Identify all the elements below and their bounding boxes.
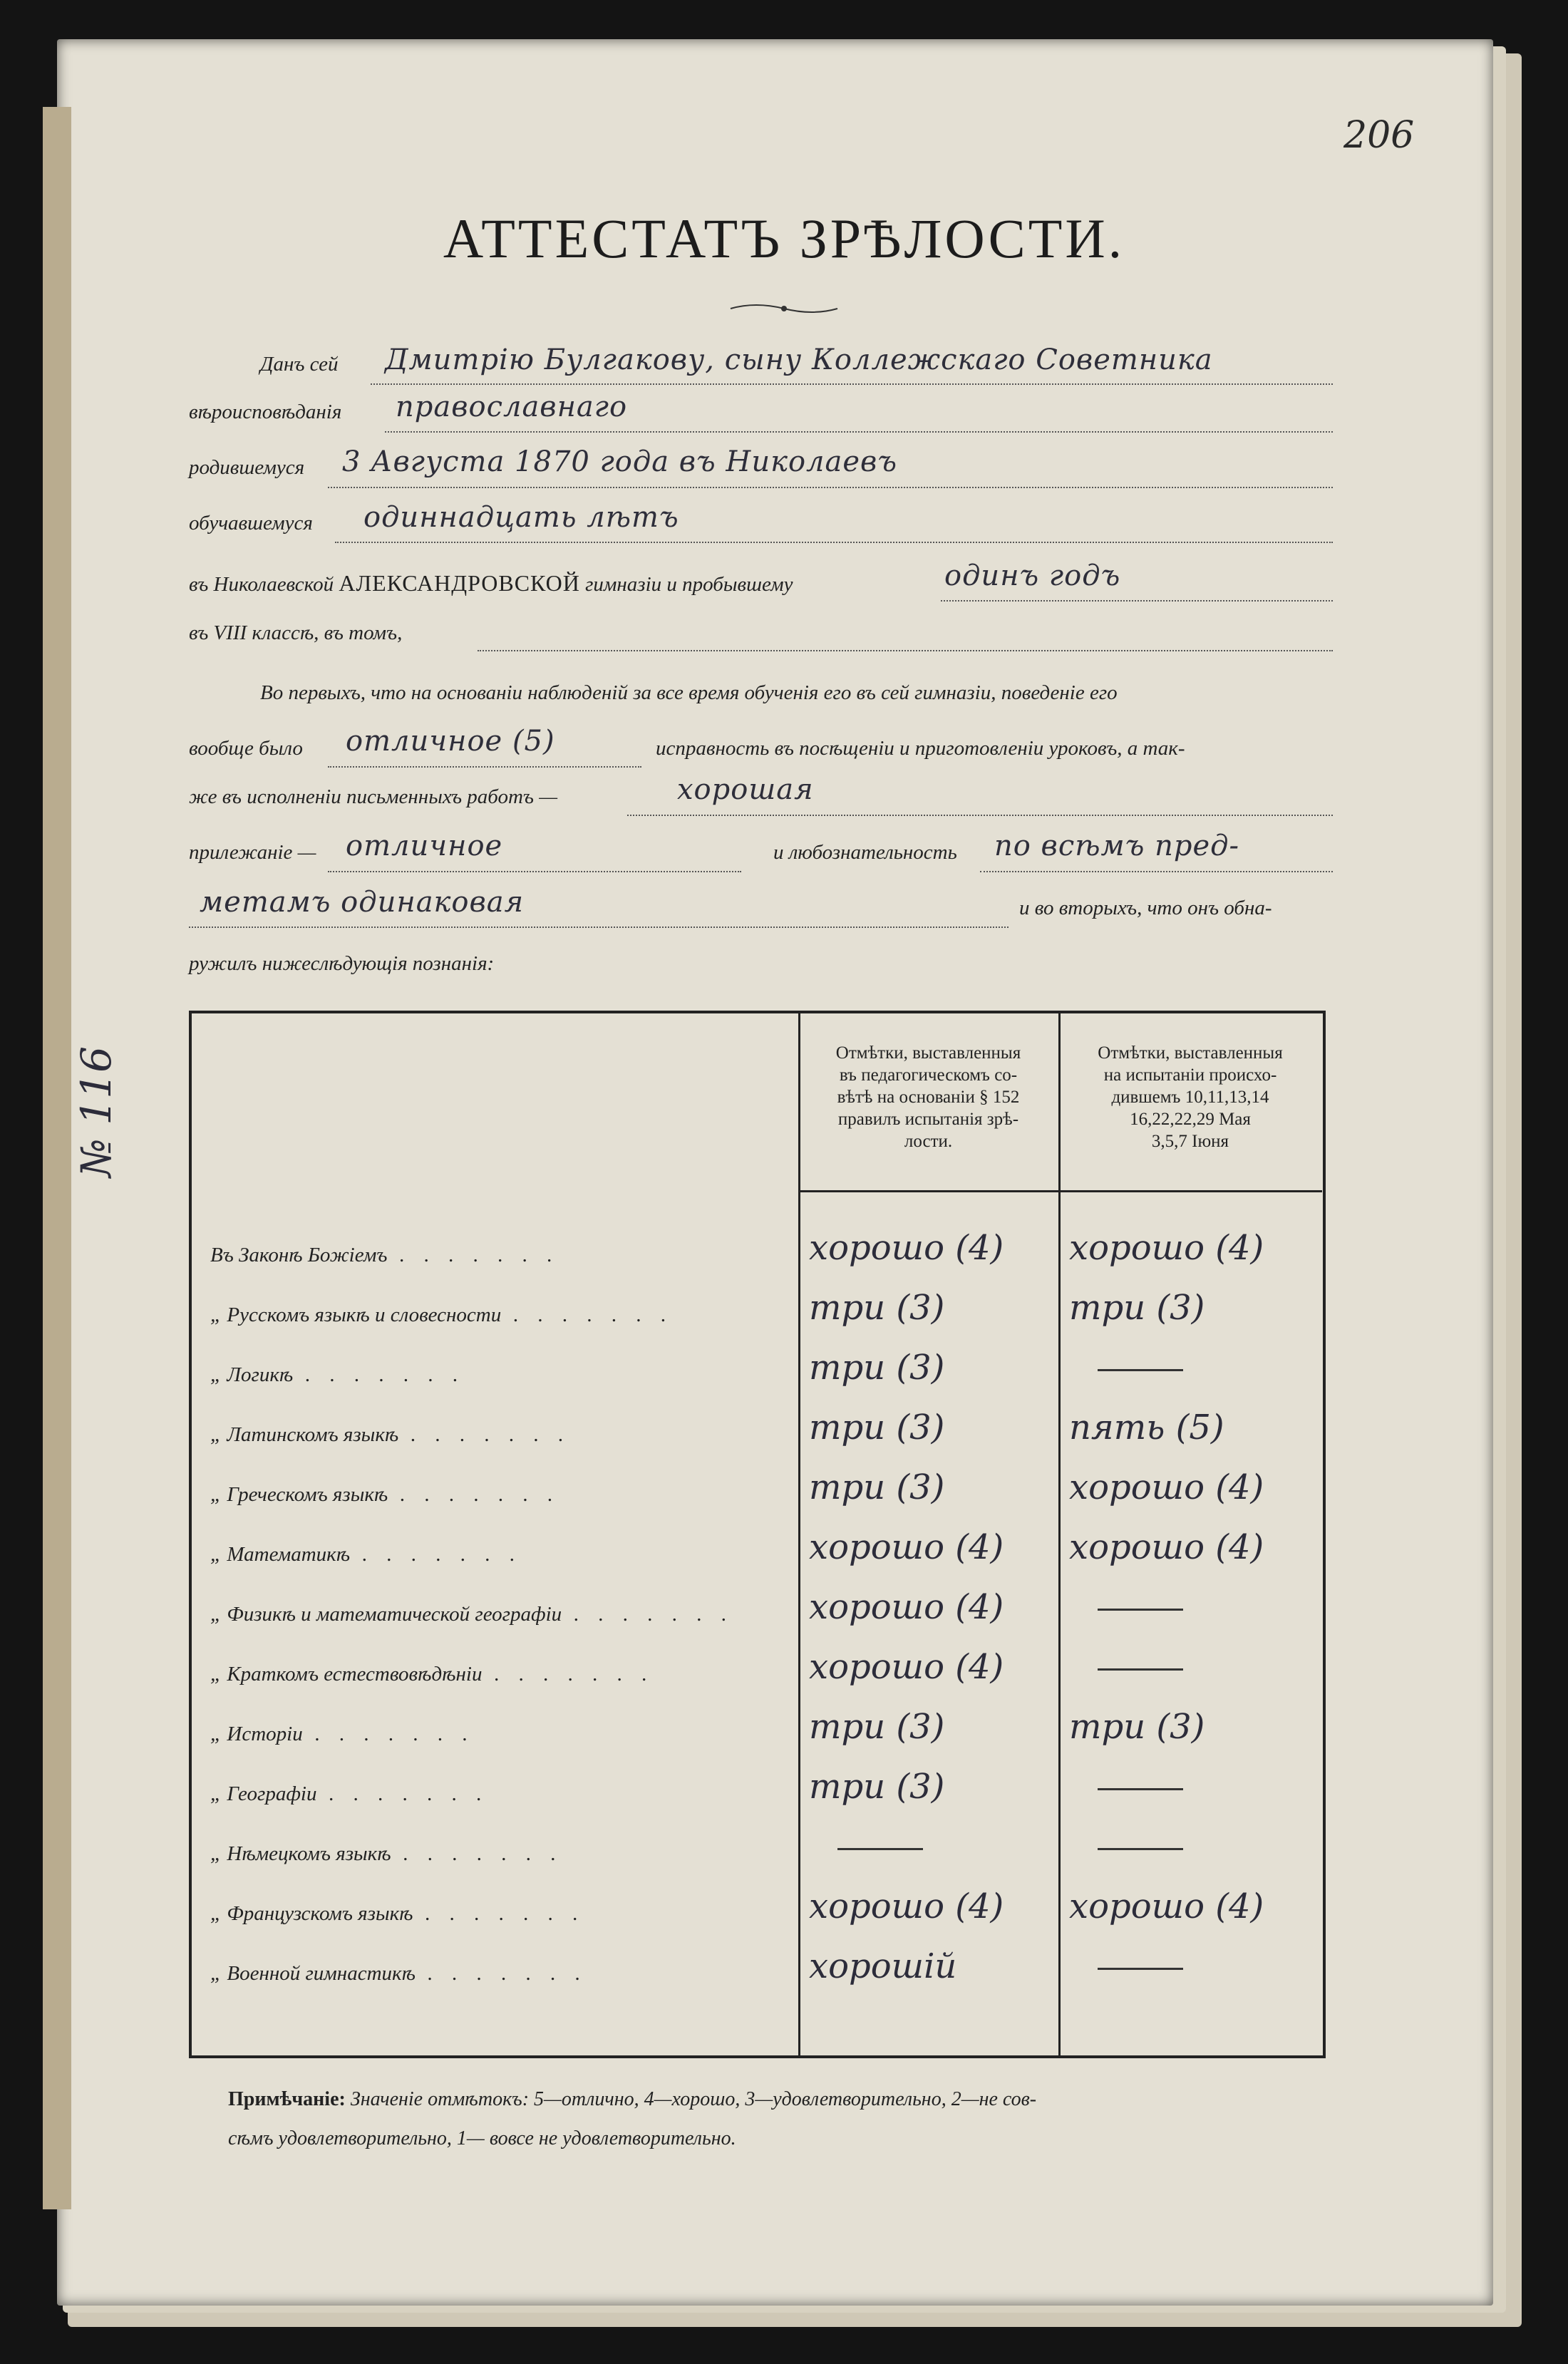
empty-mark-dash [1098, 1848, 1183, 1850]
form-paragraph-1: Во первыхъ, что на основаніи наблюденій за все время обученія его въ сей гимназіи, поведеніе его [260, 681, 1118, 704]
form-value-diligence: отличное [346, 830, 503, 862]
form-label-school-c: гимназіи и пробывшему [585, 573, 793, 596]
table-row-subject [210, 1723, 475, 1746]
column-header-line: Отмѣтки, выставленныя [835, 1043, 1021, 1063]
page-title: АТТЕСТАТЪ ЗРѢЛОСТИ. [443, 207, 1125, 269]
ornament-icon [727, 298, 841, 319]
form-label-born: родившемуся [189, 456, 305, 479]
subject-label: „ Французскомъ языкѣ [210, 1902, 413, 1925]
table-header-divider [798, 1190, 1322, 1192]
council-mark: хорошо (4) [809, 1587, 1004, 1627]
council-mark: хорошо (4) [809, 1886, 1004, 1926]
page-number: 206 [1343, 114, 1415, 157]
column-header-line: Отмѣтки, выставленныя [1098, 1043, 1283, 1063]
exam-mark: хорошо (4) [1069, 1467, 1264, 1507]
form-label-diligence: прилежаніе — [189, 841, 316, 864]
leader-dots: . . . . . . . [350, 1543, 522, 1566]
form-label-given: Данъ сей [260, 353, 339, 376]
form-label-studied: обучавшемуся [189, 512, 313, 535]
leader-dots: . . . . . . . [316, 1782, 489, 1805]
subject-label: „ Математикѣ [210, 1543, 351, 1566]
subject-label: „ Физикѣ и математической географіи [210, 1603, 562, 1626]
leader-dots: . . . . . . . [415, 1962, 588, 1985]
council-mark: хорошо (4) [809, 1527, 1004, 1567]
table-row-subject [210, 1962, 587, 1986]
council-mark: хорошій [809, 1946, 957, 1986]
leader-dots: . . . . . . . [302, 1723, 475, 1745]
subject-label: „ Греческомъ языкѣ [210, 1483, 388, 1506]
council-mark: три (3) [809, 1707, 945, 1747]
subject-label: „ Географіи [210, 1782, 317, 1805]
form-value-curiosity: по всѣмъ пред- [994, 830, 1239, 862]
council-mark: три (3) [809, 1348, 945, 1388]
leader-dots: . . . . . . . [388, 1483, 560, 1506]
table-row-subject [210, 1663, 654, 1686]
empty-mark-dash [1098, 1668, 1183, 1671]
subject-label: „ Военной гимнастикѣ [210, 1962, 416, 1985]
form-label-secondly: и во вторыхъ, что онъ обна- [1019, 897, 1272, 919]
table-column-divider [1058, 1011, 1061, 2055]
column-header-line: дившемъ 10,11,13,14 [1111, 1088, 1269, 1107]
subject-label: „ Нѣмецкомъ языкѣ [210, 1842, 391, 1865]
exam-mark: хорошо (4) [1069, 1228, 1264, 1268]
exam-mark: три (3) [1069, 1288, 1205, 1328]
form-value-subjects: метамъ одинаковая [200, 886, 525, 919]
table-row-subject [210, 1603, 734, 1626]
form-label-attendance: исправность въ посѣщеніи и приготовленіи уроковъ, а так- [656, 737, 1185, 760]
form-line [328, 766, 641, 768]
table-row-subject [210, 1483, 560, 1507]
column-header-line: на испытаніи происхо- [1103, 1065, 1277, 1085]
form-line [335, 542, 1333, 543]
form-line [328, 871, 741, 872]
table-row-subject [210, 1304, 674, 1327]
table-row-subject [210, 1543, 522, 1566]
empty-mark-dash [837, 1848, 923, 1850]
leader-dots: . . . . . . . [501, 1304, 674, 1326]
form-line [385, 431, 1333, 433]
exam-mark: хорошо (4) [1069, 1527, 1264, 1567]
table-row-subject [210, 1842, 563, 1866]
leader-dots: . . . . . . . [413, 1902, 586, 1925]
leader-dots: . . . . . . . [387, 1244, 559, 1266]
note-label: Примѣчаніе: [228, 2088, 346, 2110]
subject-label: „ Краткомъ естествовѣдѣніи [210, 1663, 483, 1686]
leader-dots: . . . . . . . [398, 1423, 571, 1446]
subject-label: Въ Законѣ Божіемъ [210, 1244, 388, 1266]
form-value-behavior: отличное (5) [346, 725, 555, 758]
exam-mark: хорошо (4) [1069, 1886, 1264, 1926]
leader-dots: . . . . . . . [293, 1363, 465, 1386]
side-number-text: № 116 [72, 1046, 120, 1178]
empty-mark-dash [1098, 1369, 1183, 1371]
column-header-line: въ педагогическомъ со- [839, 1065, 1018, 1085]
subject-label: „ Логикѣ [210, 1363, 294, 1386]
table-row-subject [210, 1423, 571, 1447]
exam-mark: три (3) [1069, 1707, 1205, 1747]
form-label-school-a: въ Николаевской [189, 573, 334, 596]
empty-mark-dash [1098, 1609, 1183, 1611]
column-header-exam [1062, 1042, 1319, 1152]
subject-label: „ Русскомъ языкѣ и словесности [210, 1304, 502, 1326]
table-row-subject [210, 1244, 559, 1267]
form-label-written: же въ исполненіи письменныхъ работъ — [189, 785, 558, 808]
form-line [980, 871, 1333, 872]
form-line [328, 487, 1333, 488]
column-header-council [802, 1042, 1055, 1152]
table-row-subject [210, 1782, 489, 1806]
column-header-line: лости. [904, 1132, 953, 1151]
subject-label: „ Исторіи [210, 1723, 303, 1745]
form-label-knowledge: ружилъ нижеслѣдующія познанія: [189, 952, 495, 975]
council-mark: три (3) [809, 1408, 945, 1447]
form-value-written: хорошая [677, 773, 814, 806]
council-mark: три (3) [809, 1767, 945, 1807]
table-row-subject [210, 1902, 585, 1926]
form-line [478, 650, 1333, 651]
leader-dots: . . . . . . . [562, 1603, 734, 1626]
empty-mark-dash [1098, 1968, 1183, 1970]
form-line [189, 926, 1009, 928]
subject-label: „ Латинскомъ языкѣ [210, 1423, 399, 1446]
form-line [627, 815, 1333, 816]
column-header-line: правилъ испытанія зрѣ- [837, 1110, 1019, 1129]
side-number-stamp [68, 1019, 153, 1204]
form-value-born: 3 Августа 1870 года въ Николаевъ [342, 445, 897, 478]
leader-dots: . . . . . . . [482, 1663, 654, 1686]
form-value-religion: православнаго [396, 391, 628, 423]
leader-dots: . . . . . . . [391, 1842, 564, 1865]
form-line [941, 600, 1333, 602]
empty-mark-dash [1098, 1788, 1183, 1790]
form-label-school [189, 570, 793, 597]
form-line [371, 383, 1333, 385]
binding-edge [43, 107, 71, 2209]
form-label-religion: вѣроисповѣданія [189, 401, 342, 423]
form-value-studied: одиннадцать лѣтъ [363, 501, 679, 534]
column-header-line: 3,5,7 Іюня [1151, 1132, 1229, 1151]
council-mark: три (3) [809, 1467, 945, 1507]
column-header-line: 16,22,22,29 Мая [1130, 1110, 1251, 1129]
form-label-school-name: АЛЕКСАНДРОВСКОЙ [339, 570, 580, 596]
council-mark: хорошо (4) [809, 1647, 1004, 1687]
note-text-1: Значеніе отмѣтокъ: 5—отлично, 4—хорошо, 3—удовлетворительно, 2—не сов- [350, 2088, 1037, 2110]
form-label-curiosity: и любознательность [773, 841, 957, 864]
form-label-class: въ VIII классѣ, въ томъ, [189, 621, 403, 644]
note-line-2 [228, 2127, 736, 2150]
form-value-years: одинъ годъ [944, 559, 1121, 592]
form-label-behavior: вообще было [189, 737, 303, 760]
form-value-name: Дмитрію Булгакову, сыну Коллежскаго Советника [385, 344, 1213, 376]
note-line-1 [228, 2088, 1036, 2111]
note-text-2: сѣмъ удовлетворительно, 1— вовсе не удовлетворительно. [228, 2127, 736, 2149]
column-header-line: вѣтѣ на основаніи § 152 [837, 1088, 1020, 1107]
council-mark: три (3) [809, 1288, 945, 1328]
exam-mark: пять (5) [1069, 1408, 1224, 1447]
council-mark: хорошо (4) [809, 1228, 1004, 1268]
table-row-subject [210, 1363, 465, 1387]
table-column-divider [798, 1011, 800, 2055]
